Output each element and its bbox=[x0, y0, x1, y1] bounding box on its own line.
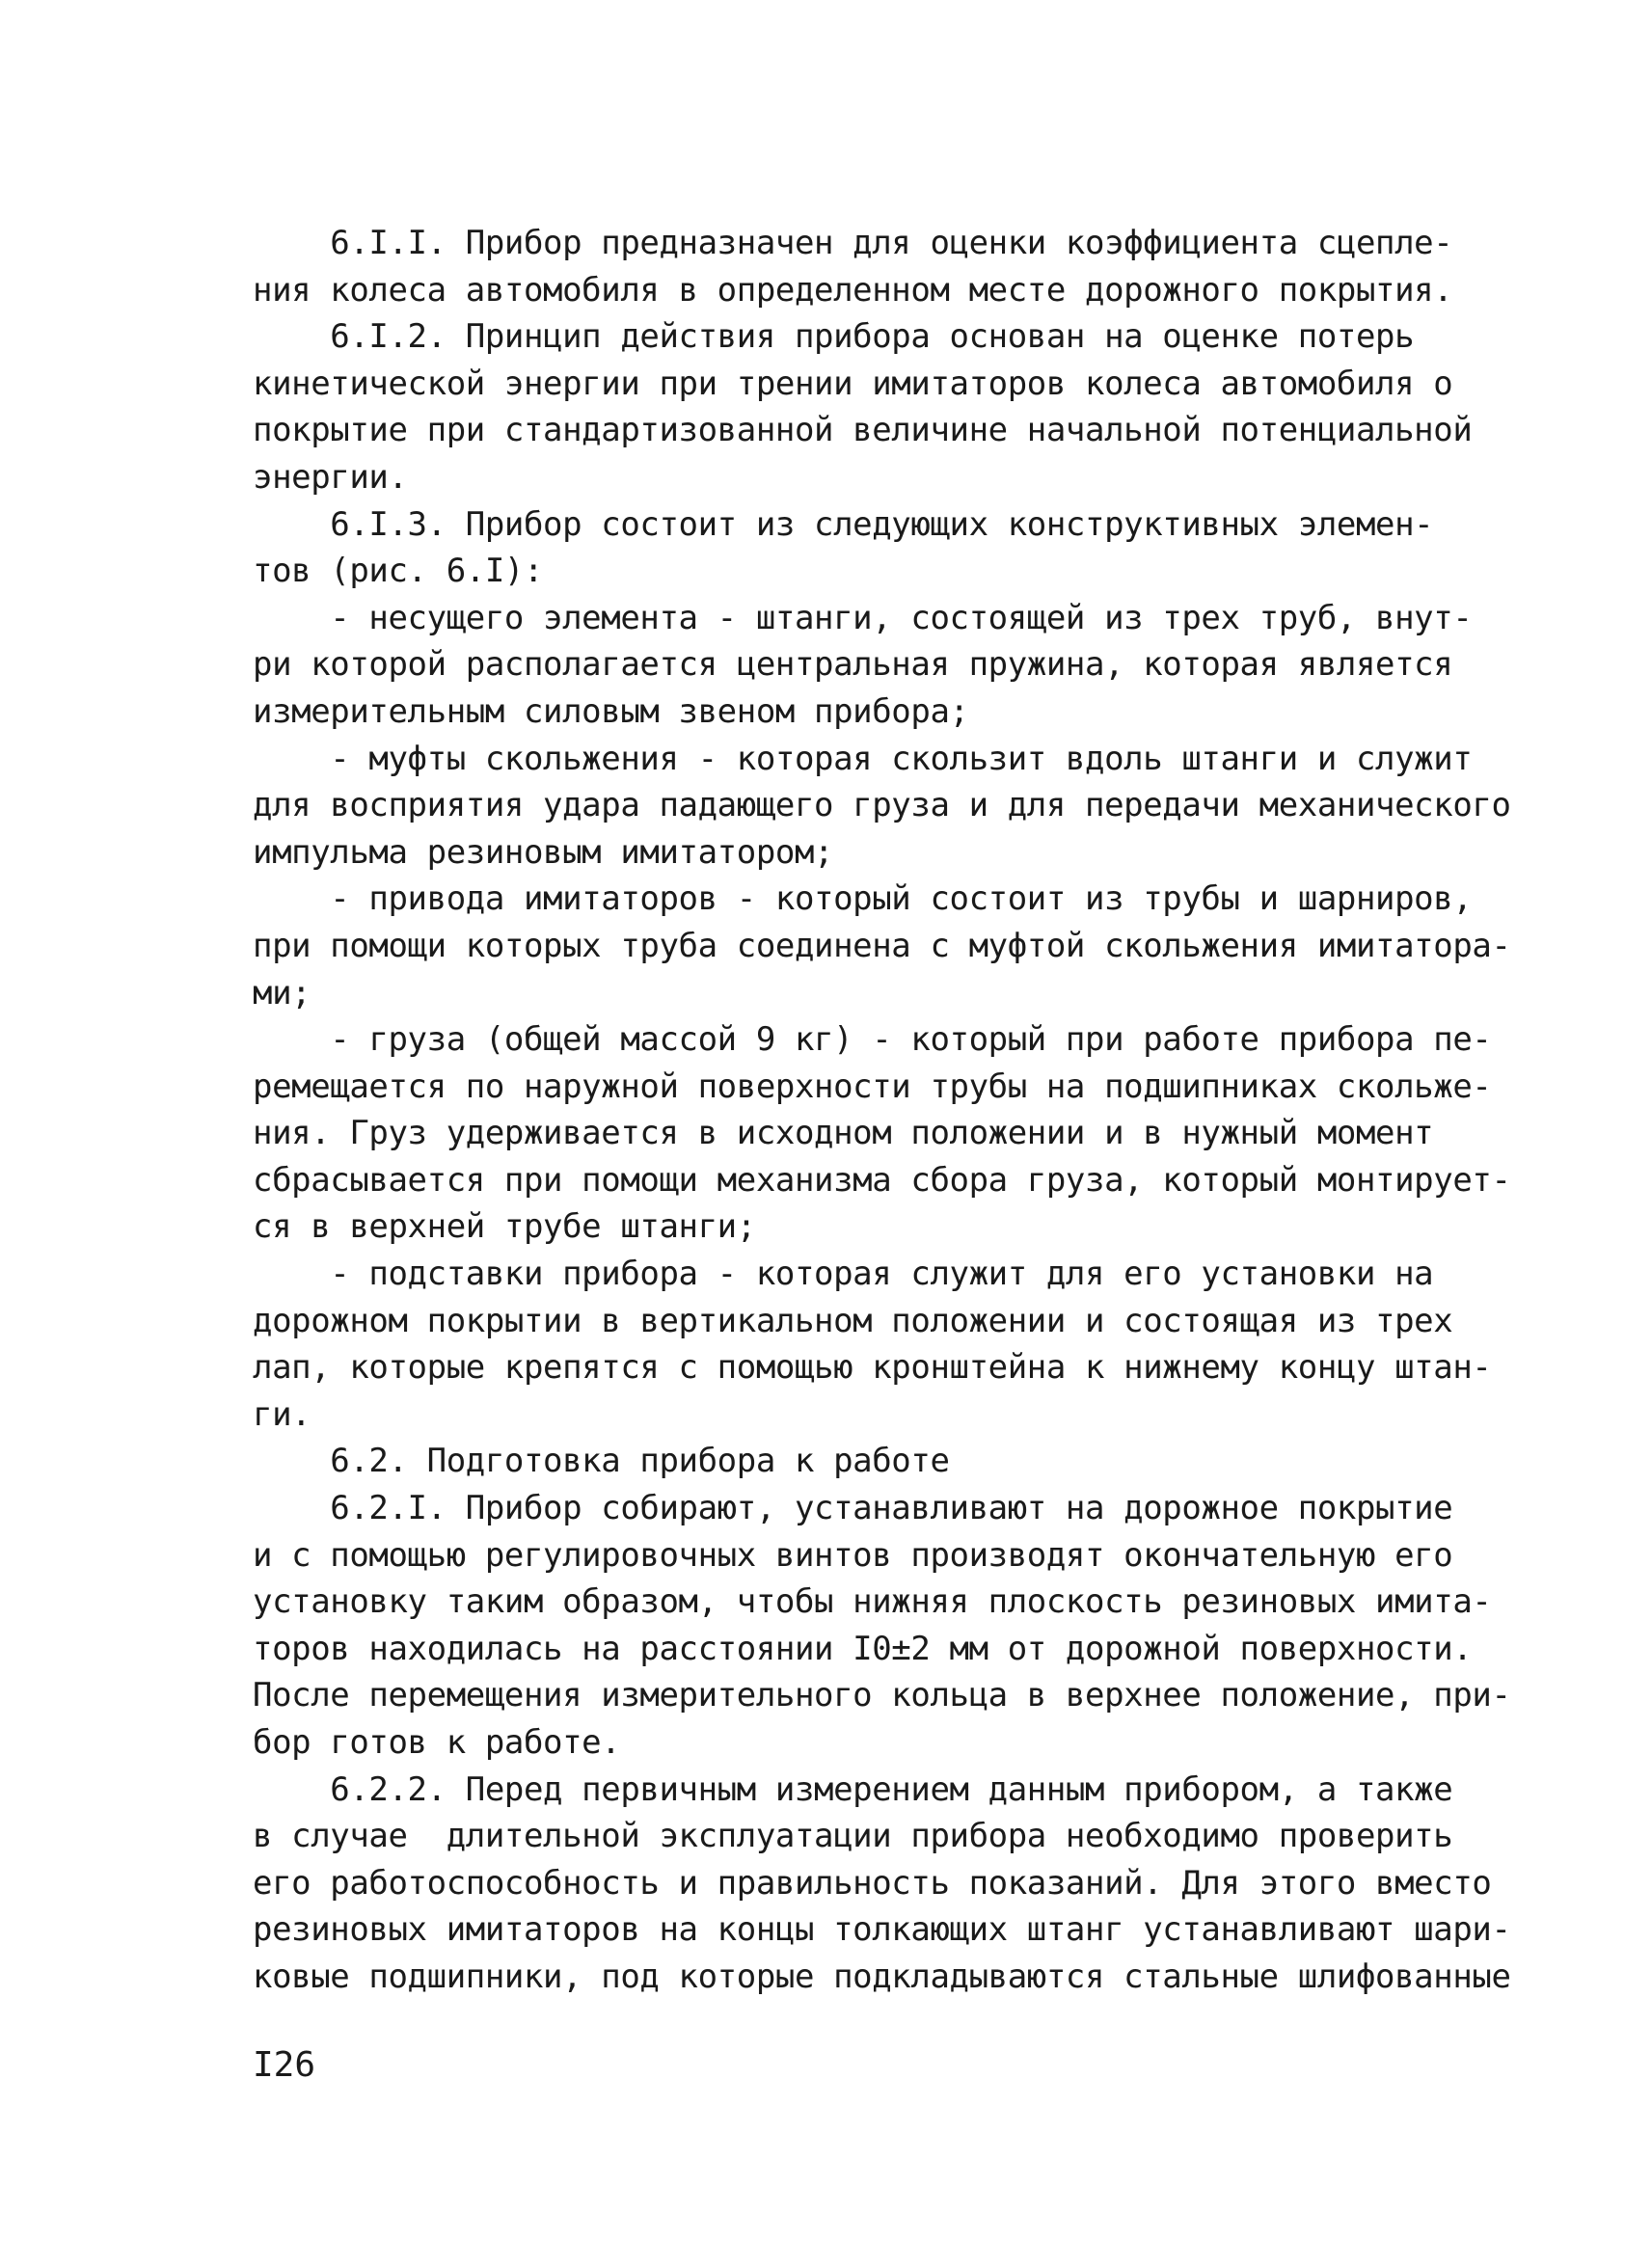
text-line: - привода имитаторов - который состоит из трубы и шарниров, bbox=[253, 879, 1473, 919]
text-line: ги. bbox=[253, 1394, 311, 1434]
text-line: лап, которые крепятся с помощью кронштейна к нижнему концу штан- bbox=[253, 1348, 1492, 1388]
text-line: его работоспособность и правильность показаний. Для этого вместо bbox=[253, 1863, 1492, 1903]
text-line: 6.2.2. Перед первичным измерением данным прибором, а также bbox=[253, 1769, 1453, 1809]
text-line: резиновых имитаторов на концы толкающих штанг устанавливают шари- bbox=[253, 1910, 1511, 1950]
text-line: 6.I.3. Прибор состоит из следующих конструктивных элемен- bbox=[253, 504, 1434, 544]
text-line: тов (рис. 6.I): bbox=[253, 552, 544, 591]
text-line: ри которой располагается центральная пружина, которая является bbox=[253, 645, 1453, 685]
text-line: сбрасывается при помощи механизма сбора груза, который монтирует- bbox=[253, 1160, 1511, 1200]
text-line: - груза (общей массой 9 кг) - который при работе прибора пе- bbox=[253, 1020, 1492, 1060]
body-text bbox=[253, 220, 1511, 2001]
text-line: торов находилась на расстоянии I0±2 мм от дорожной поверхности. bbox=[253, 1629, 1473, 1668]
text-line: ния колеса автомобиля в определенном месте дорожного покрытия. bbox=[253, 270, 1453, 310]
text-line: ковые подшипники, под которые подкладываются стальные шлифованные bbox=[253, 1957, 1511, 1996]
text-line: - несущего элемента - штанги, состоящей из трех труб, внут- bbox=[253, 598, 1473, 637]
text-line: ремещается по наружной поверхности трубы на подшипниках скольже- bbox=[253, 1066, 1492, 1106]
text-line: энергии. bbox=[253, 457, 408, 497]
text-line: 6.2. Подготовка прибора к работе bbox=[253, 1442, 950, 1481]
text-line: ми; bbox=[253, 973, 311, 1012]
text-line: покрытие при стандартизованной величине начальной потенциальной bbox=[253, 411, 1473, 450]
text-line: установку таким образом, чтобы нижняя плоскость резиновых имита- bbox=[253, 1582, 1492, 1622]
text-line: измерительным силовым звеном прибора; bbox=[253, 691, 969, 731]
text-line: в случае длительной эксплуатации прибора необходимо проверить bbox=[253, 1817, 1453, 1856]
text-line: для восприятия удара падающего груза и для передачи механического bbox=[253, 786, 1511, 825]
text-line: - подставки прибора - которая служит для его установки на bbox=[253, 1255, 1434, 1294]
text-line: бор готов к работе. bbox=[253, 1723, 621, 1762]
page-number: I26 bbox=[253, 2045, 316, 2085]
text-line: при помощи которых труба соединена с муфтой скольжения имитатора- bbox=[253, 926, 1511, 965]
text-line: импульма резиновым имитатором; bbox=[253, 832, 834, 872]
text-line: ся в верхней трубе штанги; bbox=[253, 1207, 756, 1247]
text-line: 6.2.I. Прибор собирают, устанавливают на дорожное покрытие bbox=[253, 1489, 1453, 1528]
text-line: - муфты скольжения - которая скользит вдоль штанги и служит bbox=[253, 739, 1473, 778]
text-line: ния. Груз удерживается в исходном положении и в нужный момент bbox=[253, 1114, 1434, 1153]
text-line: 6.I.I. Прибор предназначен для оценки коэффициента сцепле- bbox=[253, 224, 1453, 262]
text-line: кинетической энергии при трении имитаторов колеса автомобиля о bbox=[253, 364, 1453, 403]
text-line: После перемещения измерительного кольца в верхнее положение, при- bbox=[253, 1676, 1511, 1715]
text-line: 6.I.2. Принцип действия прибора основан на оценке потерь bbox=[253, 317, 1415, 357]
text-line: и с помощью регулировочных винтов производят окончательную его bbox=[253, 1535, 1453, 1575]
text-line: дорожном покрытии в вертикальном положении и состоящая из трех bbox=[253, 1301, 1453, 1340]
